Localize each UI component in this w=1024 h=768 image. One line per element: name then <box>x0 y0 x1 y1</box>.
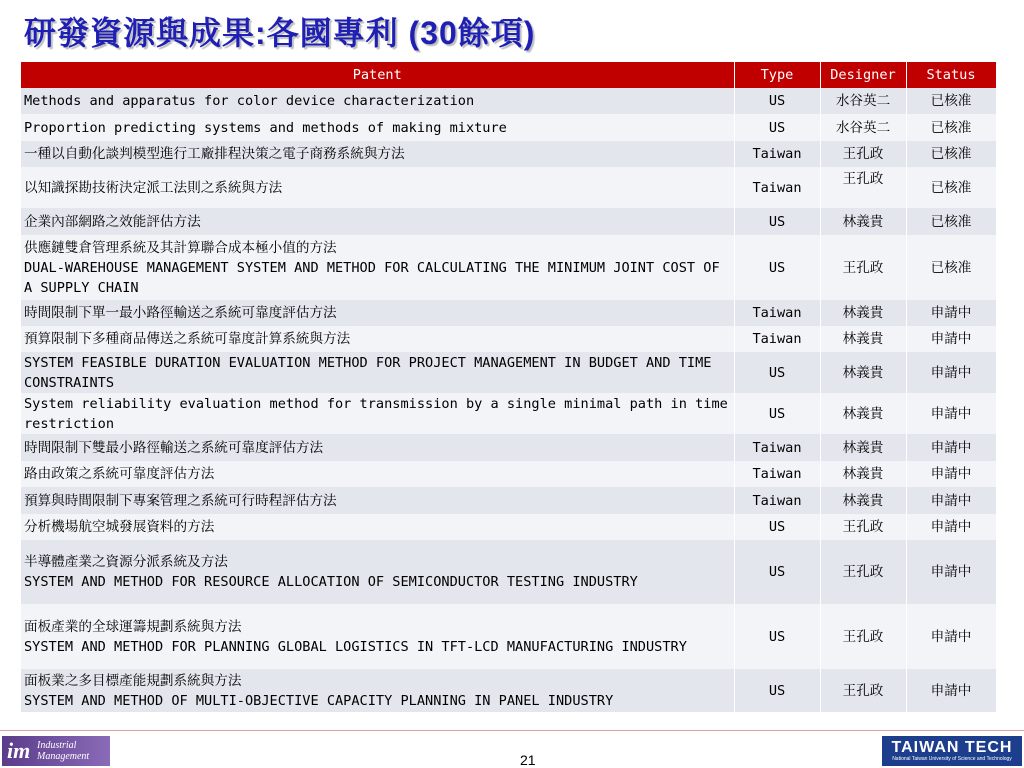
patent-cell: Proportion predicting systems and methods of making mixture <box>21 114 734 141</box>
table-row <box>21 141 996 167</box>
page-number: 21 <box>520 752 536 768</box>
table-row <box>21 461 996 487</box>
patent-title-zh: 面板產業的全球運籌規劃系統與方法 <box>24 618 242 635</box>
type-cell: Taiwan <box>734 300 820 326</box>
status-cell: 申請中 <box>906 540 996 604</box>
status-cell: 已核准 <box>906 141 996 167</box>
status-cell: 已核准 <box>906 208 996 235</box>
type-cell: US <box>734 604 820 669</box>
designer-cell: 林義貴 <box>820 393 906 434</box>
status-cell: 已核准 <box>906 114 996 141</box>
table-row <box>21 540 996 604</box>
patent-title-zh: 半導體產業之資源分派系統及方法 <box>24 554 228 570</box>
type-cell: US <box>734 393 820 434</box>
designer-cell: 水谷英二 <box>820 88 906 114</box>
status-cell: 已核准 <box>906 88 996 114</box>
patent-title-zh: 面板業之多目標產能規劃系統與方法 <box>24 672 242 689</box>
type-cell: US <box>734 235 820 300</box>
patent-cell <box>21 669 734 712</box>
type-cell: US <box>734 540 820 604</box>
type-cell: Taiwan <box>734 326 820 352</box>
patent-title-en: SYSTEM AND METHOD OF MULTI-OBJECTIVE CAPACITY PLANNING IN PANEL INDUSTRY <box>24 692 614 709</box>
patent-cell: 分析機場航空城發展資料的方法 <box>21 514 734 540</box>
table-row <box>21 393 996 434</box>
patent-cell: 時間限制下單一最小路徑輸送之系統可靠度評估方法 <box>21 300 734 326</box>
type-cell: Taiwan <box>734 461 820 487</box>
status-cell: 申請中 <box>906 352 996 393</box>
table-row <box>21 235 996 300</box>
type-cell: US <box>734 514 820 540</box>
patent-cell: System reliability evaluation method for transmission by a single minimal path in time restriction <box>21 393 734 434</box>
status-cell: 申請中 <box>906 604 996 669</box>
patent-cell: 預算限制下多種商品傳送之系統可靠度計算系統與方法 <box>21 326 734 352</box>
patent-cell: 一種以自動化談判模型進行工廠排程決策之電子商務系統與方法 <box>21 141 734 167</box>
table-row <box>21 208 996 235</box>
type-cell: US <box>734 208 820 235</box>
status-cell: 申請中 <box>906 393 996 434</box>
designer-cell: 王孔政 <box>820 141 906 167</box>
patent-cell: 路由政策之系統可靠度評估方法 <box>21 461 734 487</box>
designer-cell: 王孔政 <box>820 604 906 669</box>
im-logo-line2: Management <box>37 751 90 762</box>
type-cell: US <box>734 669 820 712</box>
type-cell: US <box>734 352 820 393</box>
status-cell: 申請中 <box>906 300 996 326</box>
status-cell: 已核准 <box>906 167 996 208</box>
im-logo-text <box>37 740 89 762</box>
designer-cell: 水谷英二 <box>820 114 906 141</box>
header-type: Type <box>734 62 820 88</box>
industrial-management-logo <box>2 736 110 766</box>
patent-title-en: SYSTEM AND METHOD FOR RESOURCE ALLOCATION OF SEMICONDUCTOR TESTING INDUSTRY <box>24 574 638 590</box>
patent-table <box>21 62 997 712</box>
type-cell: Taiwan <box>734 167 820 208</box>
table-row <box>21 114 996 141</box>
status-cell: 已核准 <box>906 235 996 300</box>
patent-cell: 時間限制下雙最小路徑輸送之系統可靠度評估方法 <box>21 434 734 461</box>
table-row <box>21 300 996 326</box>
designer-cell: 林義貴 <box>820 326 906 352</box>
patent-cell <box>21 604 734 669</box>
designer-cell: 林義貴 <box>820 208 906 235</box>
designer-cell: 林義貴 <box>820 434 906 461</box>
designer-cell: 王孔政 <box>820 167 906 208</box>
patent-cell <box>21 235 734 300</box>
patent-cell: 以知識探勘技術決定派工法則之系統與方法 <box>21 167 734 208</box>
table-row <box>21 326 996 352</box>
taiwan-tech-logo <box>882 736 1022 766</box>
table-row <box>21 167 996 208</box>
patent-cell: 預算與時間限制下專案管理之系統可行時程評估方法 <box>21 487 734 514</box>
status-cell: 申請中 <box>906 461 996 487</box>
table-row <box>21 604 996 669</box>
type-cell: US <box>734 88 820 114</box>
type-cell: Taiwan <box>734 434 820 461</box>
table-row <box>21 352 996 393</box>
designer-cell: 王孔政 <box>820 669 906 712</box>
im-logo-mark: im <box>7 738 31 763</box>
table-row <box>21 88 996 114</box>
table-row <box>21 669 996 712</box>
designer-cell: 王孔政 <box>820 514 906 540</box>
status-cell: 申請中 <box>906 434 996 461</box>
designer-cell: 林義貴 <box>820 461 906 487</box>
type-cell: Taiwan <box>734 141 820 167</box>
type-cell: Taiwan <box>734 487 820 514</box>
designer-cell: 王孔政 <box>820 540 906 604</box>
slide-title: 研發資源與成果:各國專利 (30餘項) <box>24 15 536 51</box>
table-row <box>21 487 996 514</box>
status-cell: 申請中 <box>906 326 996 352</box>
table-header-row <box>21 62 996 88</box>
patent-cell: Methods and apparatus for color device characterization <box>21 88 734 114</box>
table-row <box>21 514 996 540</box>
status-cell: 申請中 <box>906 514 996 540</box>
patent-title-en: SYSTEM AND METHOD FOR PLANNING GLOBAL LOGISTICS IN TFT-LCD MANUFACTURING INDUSTRY <box>24 638 687 655</box>
designer-cell: 王孔政 <box>820 235 906 300</box>
header-patent: Patent <box>21 62 734 88</box>
patent-title-zh: 供應鏈雙倉管理系統及其計算聯合成本極小值的方法 <box>24 239 337 256</box>
table-row <box>21 434 996 461</box>
status-cell: 申請中 <box>906 669 996 712</box>
header-designer: Designer <box>820 62 906 88</box>
header-status: Status <box>906 62 996 88</box>
patent-title-en: DUAL-WAREHOUSE MANAGEMENT SYSTEM AND METHOD FOR CALCULATING THE MINIMUM JOINT COST OF A SUPPLY CHAIN <box>24 259 720 296</box>
patent-cell: SYSTEM FEASIBLE DURATION EVALUATION METHOD FOR PROJECT MANAGEMENT IN BUDGET AND TIME CONSTRAINTS <box>21 352 734 393</box>
type-cell: US <box>734 114 820 141</box>
designer-cell: 林義貴 <box>820 300 906 326</box>
designer-cell: 林義貴 <box>820 487 906 514</box>
status-cell: 申請中 <box>906 487 996 514</box>
footer-divider <box>0 730 1024 731</box>
patent-cell: 企業內部網路之效能評估方法 <box>21 208 734 235</box>
taiwan-tech-logo-subtext: National Taiwan University of Science and Technology <box>892 756 1012 762</box>
patent-cell <box>21 540 734 604</box>
designer-cell: 林義貴 <box>820 352 906 393</box>
taiwan-tech-logo-text: TAIWAN TECH <box>891 739 1013 756</box>
im-logo-line1: Industrial <box>37 740 77 751</box>
